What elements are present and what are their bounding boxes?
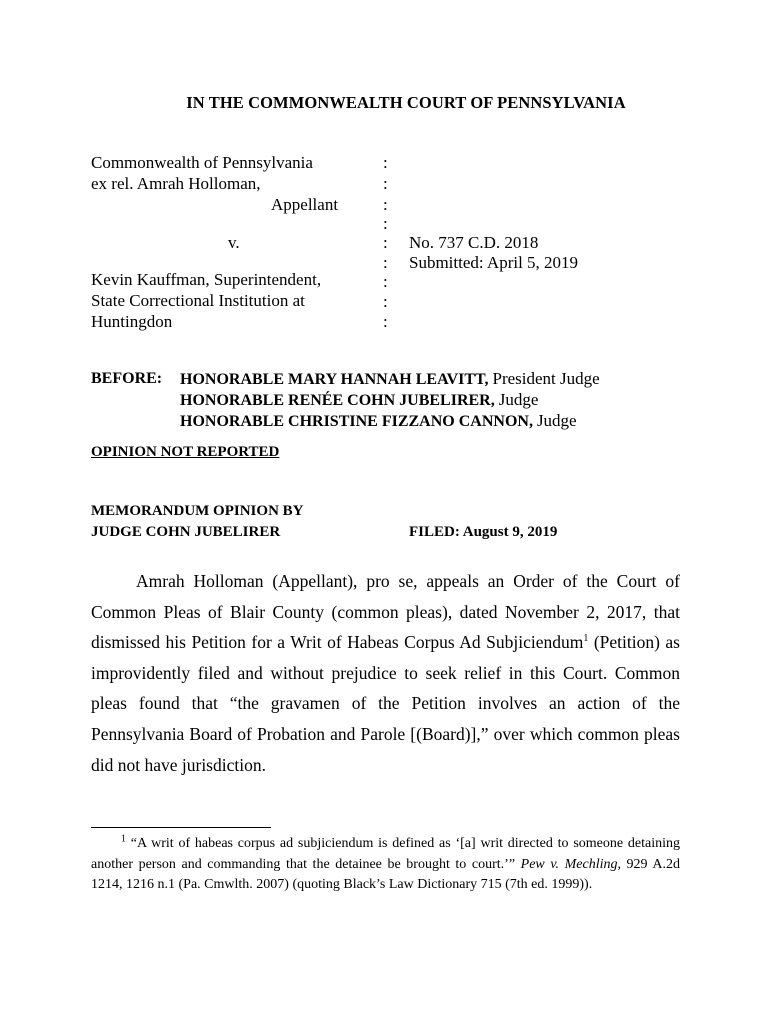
caption-colon: : [383,292,388,311]
judge-name: HONORABLE MARY HANNAH LEAVITT, [180,371,489,388]
caption-colon: : [383,153,388,172]
footnote-text2: , 929 A.2d 1214, 1216 n.1 (Pa. Cmwlth. 2007) (quoting Black’s Law Dictionary 715 (7th ed. 1999)). [91,856,680,893]
footnote-marker: 1 [121,833,126,845]
body-text-part1: Amrah Holloman (Appellant), pro se, appeals an Order of the Court of Common Pleas of Blair County (common pleas), dated November 2, 2017, that dismissed his Petition for a Writ of Habeas Corpus Ad Subjiciendum [91,571,680,653]
footnote-case-name: Pew v. Mechling [520,856,618,872]
caption-versus: v. [228,233,240,252]
caption-appellee-line1: Kevin Kauffman, Superintendent, [91,270,322,289]
filed-date: FILED: August 9, 2019 [409,524,558,540]
memorandum-heading-line2: JUDGE COHN JUBELIRER [91,524,281,540]
caption-colon: : [383,312,388,331]
docket-number: No. 737 C.D. 2018 [409,233,539,252]
caption-appellee-line2: State Correctional Institution at [91,291,305,310]
body-paragraph [91,566,680,780]
caption-appellant-line2: ex rel. Amrah Holloman, [91,174,261,193]
judge-line [180,368,600,390]
before-label: BEFORE: [91,370,163,387]
caption-appellant-role: Appellant [271,195,339,214]
opinion-body [91,566,680,780]
opinion-not-reported: OPINION NOT REPORTED [91,444,280,460]
caption-colon: : [383,253,388,272]
footnote-reference[interactable]: 1 [583,633,589,645]
judge-role: President Judge [492,369,600,388]
footnote-divider [91,827,271,828]
judge-name: HONORABLE CHRISTINE FIZZANO CANNON, [180,413,533,430]
memorandum-heading-line1: MEMORANDUM OPINION BY [91,503,304,519]
court-title: IN THE COMMONWEALTH COURT OF PENNSYLVANIA [186,93,626,112]
caption-colon: : [383,272,388,291]
judge-role: Judge [536,411,577,430]
judge-name: HONORABLE RENÉE COHN JUBELIRER, [180,392,495,409]
footnote-text1: “A writ of habeas corpus ad subjiciendum is defined as ‘[a] writ directed to someone detaining another person and commanding that the detainee be brought to court.’” [91,836,680,872]
caption-colon: : [383,195,388,214]
caption-appellee-line3: Huntingdon [91,312,173,331]
caption-colon: : [383,214,388,233]
caption-appellant-line1: Commonwealth of Pennsylvania [91,153,313,172]
caption-colon: : [383,233,388,252]
submitted-date: Submitted: April 5, 2019 [409,253,579,272]
body-text-part2: (Petition) as improvidently filed and without prejudice to seek relief in this Court. Common pleas found that “the gravamen of the Petition involves an action of the Pennsylvania Board of Probation and Parole [(Board)],” over which common pleas did not have jurisdiction. [91,632,680,775]
footnote [91,834,680,896]
judge-line [180,410,577,432]
judge-line [180,389,538,411]
caption-colon: : [383,174,388,193]
judge-role: Judge [498,390,539,409]
